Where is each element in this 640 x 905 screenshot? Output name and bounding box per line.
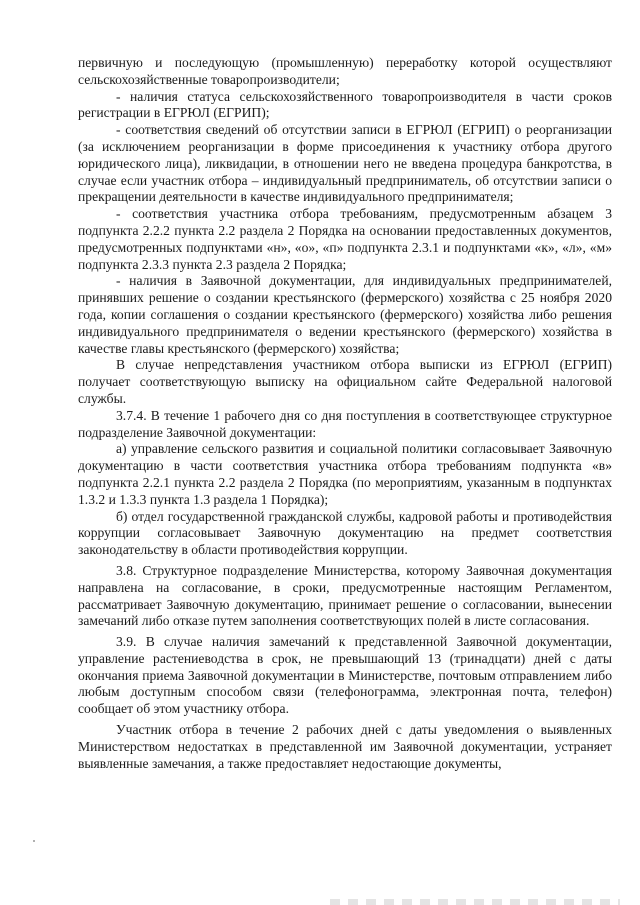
- paragraph-extract-request: В случае непредставления участником отбора выписки из ЕГРЮЛ (ЕГРИП) получает соответствующую выписку на официальном сайте Федеральной налоговой службы.: [78, 357, 612, 406]
- paragraph-3-9: 3.9. В случае наличия замечаний к представленной Заявочной документации, управление растениеводства в срок, не превышающий 13 (тринадцати) дней с даты окончания приема Заявочной документации в Министерстве, почтовым отправлением либо любым доступным способом связи (телефонограмма, электронная почта, телефон) сообщает об этом участнику отбора.: [78, 634, 612, 717]
- paragraph-farm-agreement-check: - наличия в Заявочной документации, для индивидуальных предпринимателей, принявших решение о создании крестьянского (фермерского) хозяйства с 25 ноября 2020 года, копии соглашения о создании крестьянского (фермерского) хозяйства либо решения индивидуального предпринимателя о ведении крестьянского (фермерского) хозяйства в качестве главы крестьянского (фермерского) хозяйства;: [78, 273, 612, 356]
- paragraph-continuation: первичную и последующую (промышленную) переработку которой осуществляют сельскохозяйственные товаропроизводители;: [78, 55, 612, 87]
- document-body: [78, 55, 612, 772]
- paragraph-requirements-check: - соответствия участника отбора требованиям, предусмотренным абзацем 3 подпункта 2.2.2 пункта 2.2 раздела 2 Порядка на основании предоставленных документов, предусмотренных подпунктами «н», «о», «п» подпункта 2.3.1 и подпунктами «к», «л», «м» подпункта 2.3.3 пункта 2.3 раздела 2 Порядка;: [78, 206, 612, 272]
- paragraph-item-b: б) отдел государственной гражданской службы, кадровой работы и противодействия коррупции согласовывает Заявочную документацию на предмет соответствия законодательству в области противодействия коррупции.: [78, 508, 612, 558]
- paragraph-egrul-check: - соответствия сведений об отсутствии записи в ЕГРЮЛ (ЕГРИП) о реорганизации (за исключением реорганизации в форме присоединения к участнику отбора другого юридического лица), ликвидации, в отношении него не введена процедура банкротства, в случае если участник отбора – индивидуальный предприниматель, об отсутствии записи о прекращении деятельности в качестве индивидуального предпринимателя;: [78, 122, 612, 205]
- paragraph-item-a: а) управление сельского развития и социальной политики согласовывает Заявочную документацию в части соответствия участника отбора требованиям подпункта «в» подпункта 2.2.1 пункта 2.2 раздела 2 Порядка (по мероприятиям, указанным в подпунктах 1.3.2 и 1.3.3 пункта 1.3 раздела 1 Порядка);: [78, 441, 612, 507]
- paragraph-3-7-4: 3.7.4. В течение 1 рабочего дня со дня поступления в соответствующее структурное подразделение Заявочной документации:: [78, 407, 612, 440]
- paragraph-3-8: 3.8. Структурное подразделение Министерства, которому Заявочная документация направлена на согласование, в сроки, предусмотренные настоящим Регламентом, рассматривает Заявочную документацию, принимает решение о согласовании, вынесении замечаний либо отказе путем заполнения соответствующих полей в листе согласования.: [78, 562, 612, 629]
- paragraph-status-check: - наличия статуса сельскохозяйственного товаропроизводителя в части сроков регистрации в ЕГРЮЛ (ЕГРИП);: [78, 88, 612, 121]
- cut-off-next-line: [330, 899, 620, 905]
- scan-speck: [33, 840, 35, 842]
- paragraph-participant-duties: Участник отбора в течение 2 рабочих дней с даты уведомления о выявленных Министерством недостатках в представленной им Заявочной документации, устраняет выявленные замечания, а также предоставляет недостающие документы,: [78, 722, 612, 771]
